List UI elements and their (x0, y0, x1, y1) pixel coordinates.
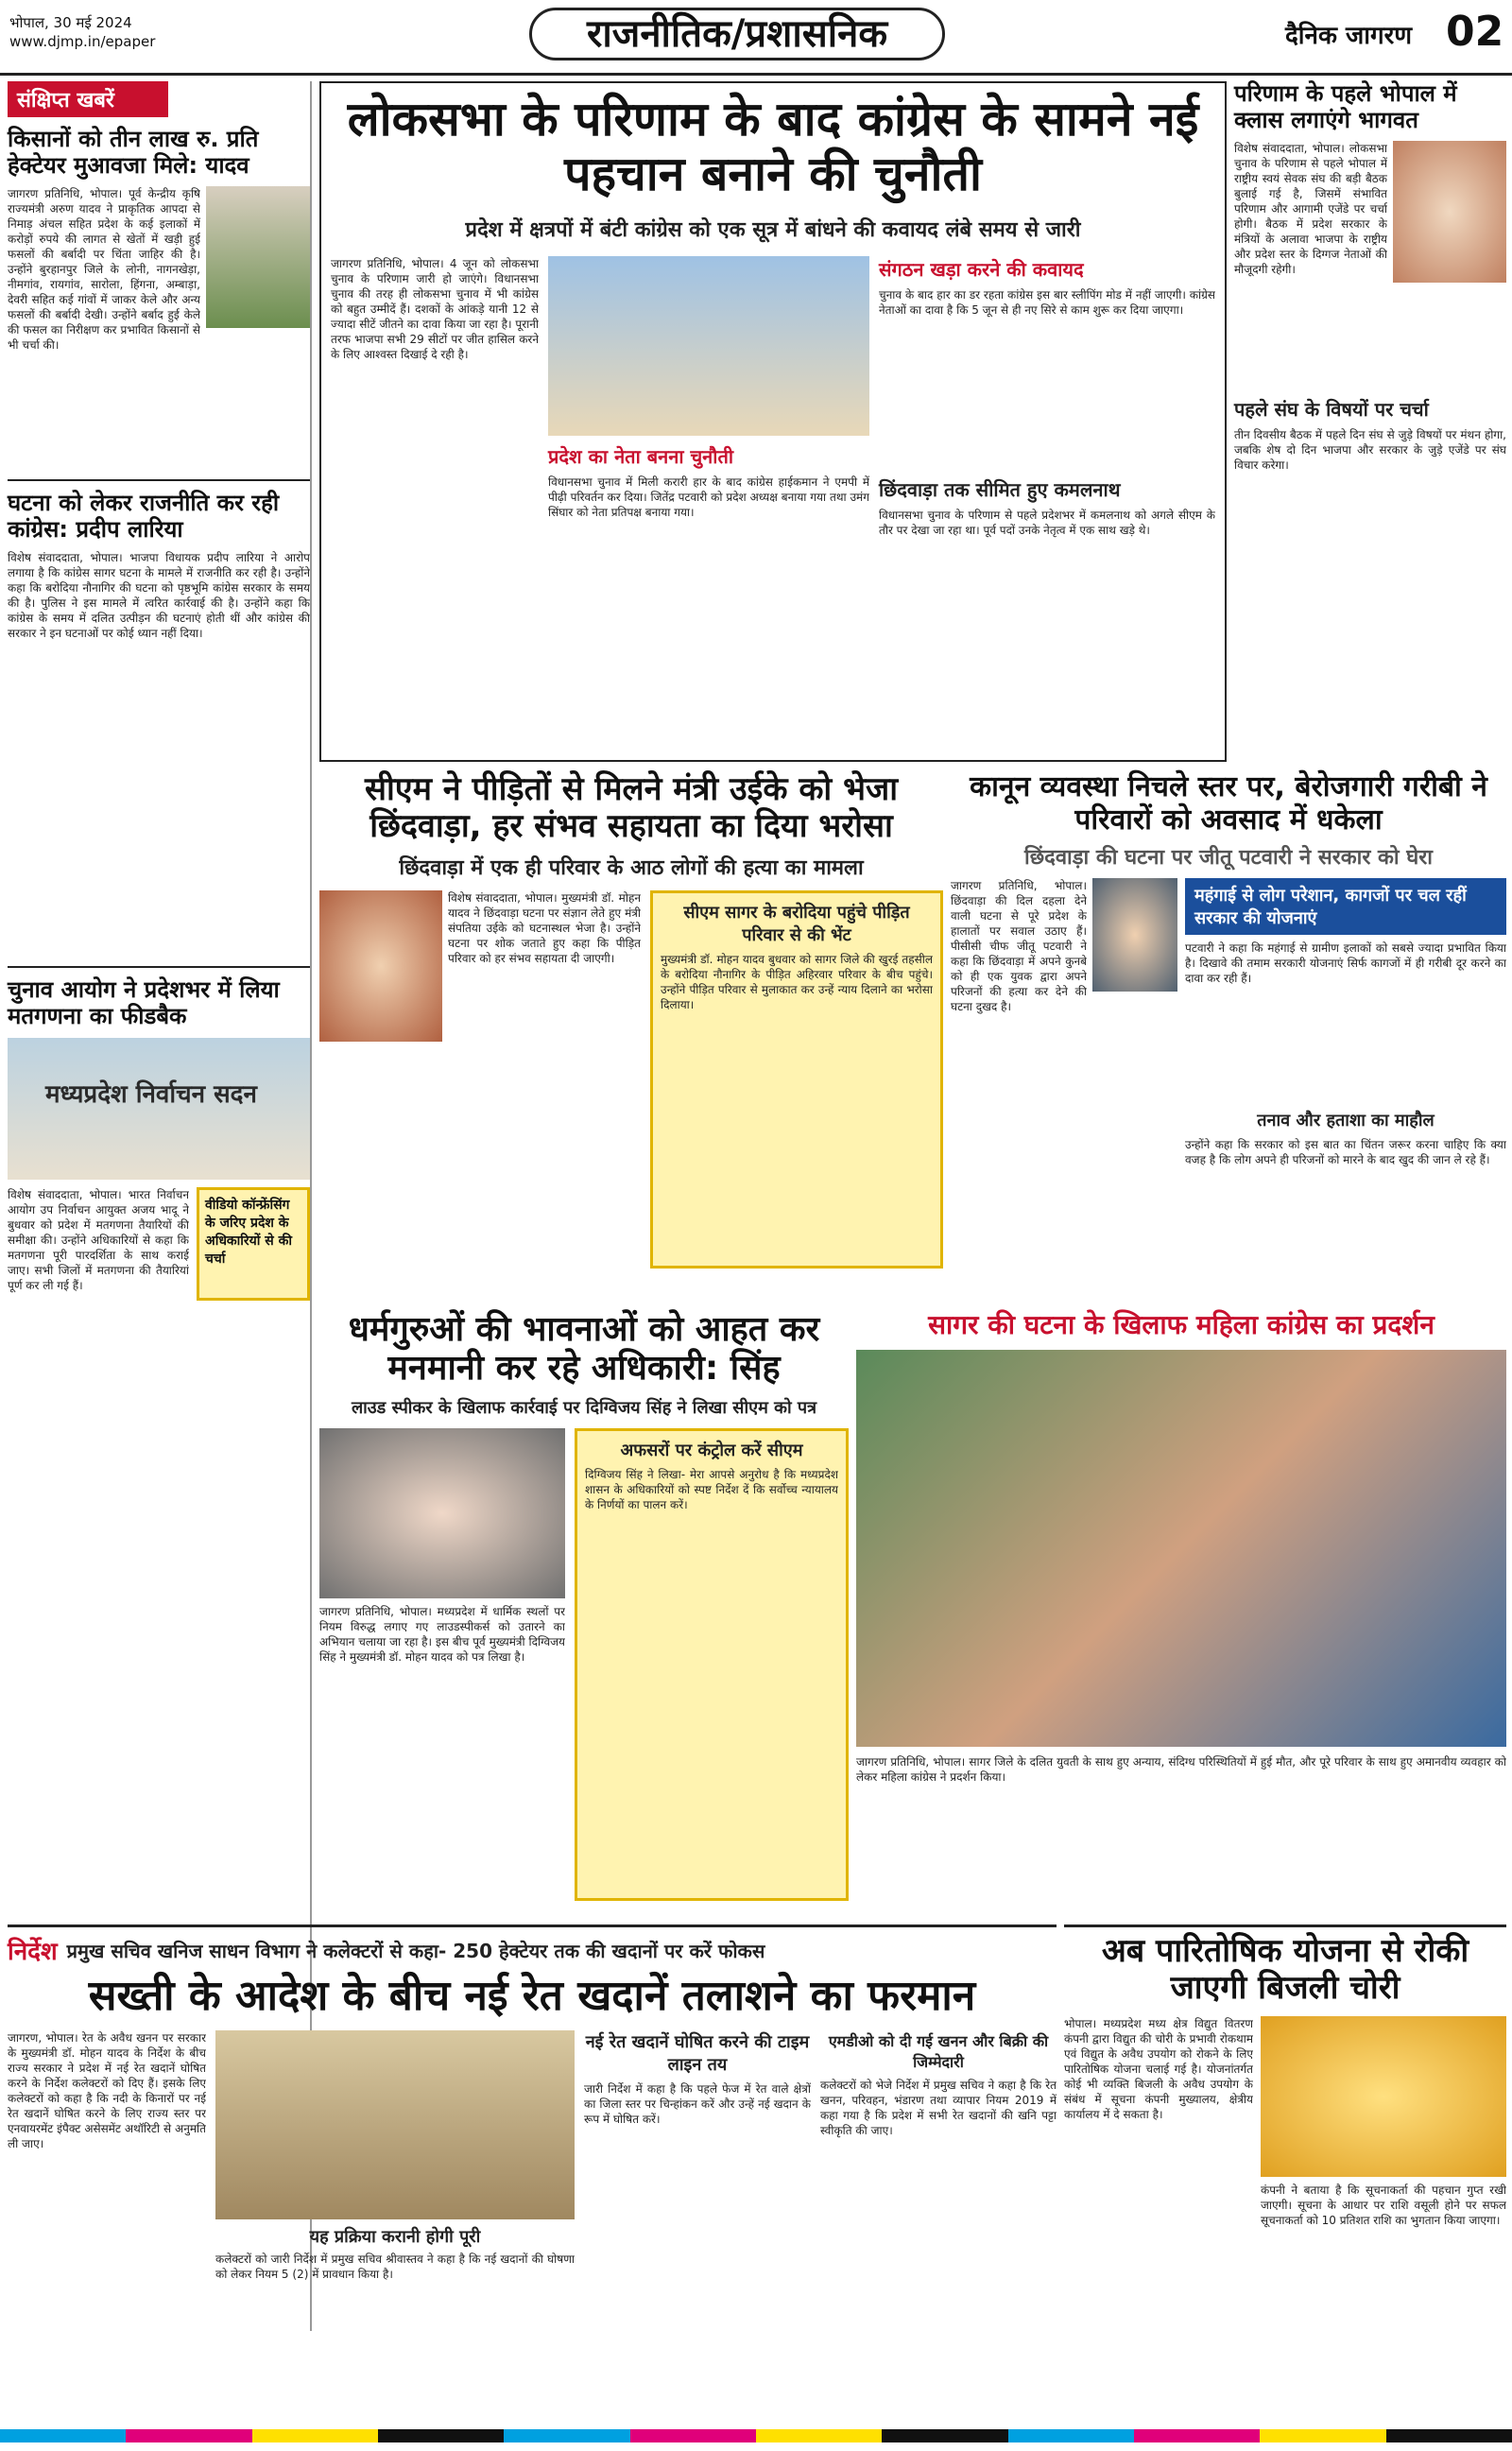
lead-subhead: प्रदेश में क्षत्रपों में बंटी कांग्रेस को एक सूत्र में बांधने की कवायद लंबे समय से जारी (465, 218, 1081, 242)
story3-callout: वीडियो कॉन्फ्रेंसिंग के जरिए प्रदेश के अधिकारियों से की चर्चा (197, 1187, 310, 1301)
congress-office-photo (548, 256, 869, 436)
story2-headline: घटना को लेकर राजनीति कर रही कांग्रेस: प्रदीप लारिया (8, 490, 280, 543)
divider (8, 966, 310, 968)
lead-inset2-body: चुनाव के बाद हार का डर रहता कांग्रेस इस बार स्लीपिंग मोड में नहीं जाएगी। कांग्रेस नेताओं का दावा है कि 5 जून से ही नए सिरे से काम शुरू कर दिया जाएगा। (879, 288, 1215, 317)
electricity-headline: अब पारितोषिक योजना से रोकी जाएगी बिजली चोरी (1101, 1932, 1469, 2008)
jcb-photo (215, 2030, 575, 2219)
cm-inset-title: सीएम सागर के बरोदिया पहुंचे पीड़ित परिवार से की भेंट (683, 903, 910, 946)
patwari-headline: कानून व्यवस्था निचले स्तर पर, बेरोजगारी गरीबी ने परिवारों को अवसाद में धकेला (970, 770, 1487, 837)
electricity-body: भोपाल। मध्यप्रदेश मध्य क्षेत्र विद्युत वितरण कंपनी द्वारा विद्युत की चोरी के प्रभावी रोकथाम एवं विद्युत के अवैध उपयोग को रोकने के लिए पारितोषिक योजना चलाई गई है। योजनांतर्गत कोई भी व्यक्ति बिजली के अवैध उपयोग के संबंध में सूचना कंपनी मुख्यालय, क्षेत्रीय कार्यालय में दे सकता है। (1064, 2017, 1253, 2122)
lead-inset3-body: विधानसभा चुनाव के परिणाम से पहले प्रदेशभर में कमलनाथ को अगले सीएम के तौर पर देखा जा रहा था। पूर्व पदों उनके नेतृत्व में एक साथ खड़े थे। (879, 509, 1215, 537)
sand-label: निर्देश (8, 1938, 58, 1966)
header-date: भोपाल, 30 मई 2024 (9, 14, 132, 31)
sand-inset1-body: जारी निर्देश में कहा है कि पहले फेज में रेत वाले क्षेत्रों का जिला स्तर पर चिन्हांकन करें और उन्हें नई खदान के रूप में घोषित करें। (584, 2081, 811, 2126)
rss-sub-title: पहले संघ के विषयों पर चर्चा (1234, 398, 1429, 422)
loudspeaker-story (319, 1310, 849, 1915)
sand-mining-story (8, 1925, 1057, 2397)
story2-body: विशेष संवाददाता, भोपाल। भाजपा विधायक प्रदीप लारिया ने आरोप लगाया है कि कांग्रेस सागर घटना के मामले में राजनीति कर रही है। उन्होंने कहा कि बरोदिया नौनागिर की घटना को पृष्ठभूमि कांग्रेस सरकार के समय की है। पुलिस ने इस मामले में त्वरित कार्रवाई की है। उन्होंने कहा कि कांग्रेस के समय में दलित उत्पीड़न की घटनाएं होती थीं और कांग्रेस की सरकार ने इन घटनाओं पर कोई ध्यान नहीं दिया। (8, 551, 310, 641)
sand-photo-body: कलेक्टरों को जारी निर्देश में प्रमुख सचिव श्रीवास्तव ने कहा है कि नई खदानों की घोषणा को लेकर नियम 5 (2) में प्रावधान किया है। (215, 2252, 575, 2281)
sand-photo-caption: यह प्रक्रिया करानी होगी पूरी (309, 2226, 481, 2247)
sand-inset2-body: कलेक्टरों को भेजे निर्देश में प्रमुख सचिव ने कहा है कि रेत खनन, परिवहन, भंडारण तथा व्यापार नियम 2019 में कहा गया है कि प्रदेश में सभी रेत खदानों की खनि पट्टा स्वीकृति की जाए। (820, 2078, 1057, 2137)
rss-story (1234, 81, 1506, 762)
loudspeaker-inset (575, 1428, 849, 1901)
patwari-photo (1092, 878, 1177, 992)
lead-headline: लोकसभा के परिणाम के बाद कांग्रेस के सामने नई पहचान बनाने की चुनौती (347, 92, 1199, 201)
newspaper-name: दैनिक जागरण (1285, 22, 1413, 50)
sand-inset2-title: एमडीओ को दी गई खनन और बिक्री की जिम्मेदारी (828, 2031, 1049, 2071)
rss-body: विशेष संवाददाता, भोपाल। लोकसभा चुनाव के परिणाम से पहले भोपाल में राष्ट्रीय स्वयं सेवक संघ की बड़ी बैठक बुलाई गई है, जिसमें संभावित परिणाम और आगामी एजेंडे पर चर्चा होगी। बैठक में प्रदेश सरकार के मंत्रियों के अलावा भाजपा के राष्ट्रीय और प्रदेश स्तर के दिग्गज नेताओं की मौजूदगी रहेगी। (1234, 142, 1387, 277)
sand-headline: सख्ती के आदेश के बीच नई रेत खदानें तलाशने का फरमान (88, 1972, 976, 2020)
patwari-body: जागरण प्रतिनिधि, भोपाल। छिंदवाड़ा की दिल दहला देने वाली घटना से पूरे प्रदेश के हालातों पर सवाल उठाए हैं। पीसीसी चीफ जीतू पटवारी ने कहा कि छिंदवाड़ा में अपने कुनबे को ही एक युवक द्वारा अपने परिजनों की हत्या कर देने की घटना दुखद है। (951, 879, 1087, 1013)
lead-inset1-body: विधानसभा चुनाव में मिली करारी हार के बाद कांग्रेस हाईकमान ने एमपी में पीढ़ी परिवर्तन कर दिया। जितेंद्र पटवारी को प्रदेश अध्यक्ष बनाया गया तथा उमंग सिंघार को नेता प्रतिपक्ष बनाया गया। (548, 475, 869, 519)
digvijaya-photo (319, 1428, 565, 1598)
protest-photo (856, 1350, 1506, 1747)
story3-body: विशेष संवाददाता, भोपाल। भारत निर्वाचन आयोग उप निर्वाचन आयुक्त अजय भादू ने बुधवार को प्रदेश में मतगणना तैयारियों की समीक्षा की। उन्होंने अधिकारियों से कहा कि मतगणना पूरी पारदर्शिता के साथ कराई जाए। सभी जिलों में मतगणना की तैयारियां पूर्ण कर ली गई हैं। (8, 1187, 189, 1292)
cm-story (319, 771, 943, 1301)
patwari-story (951, 771, 1506, 1301)
rss-sub-body: तीन दिवसीय बैठक में पहले दिन संघ से जुड़े विषयों पर मंथन होगा, जबकि शेष दो दिन भाजपा और सरकार के जुड़े एजेंडे पर संघ विचार करेगा। (1234, 428, 1506, 473)
cm-inset (650, 890, 943, 1269)
sagar-headline: सागर की घटना के खिलाफ महिला कांग्रेस का प्रदर्शन (928, 1309, 1435, 1340)
page-header (0, 0, 1512, 76)
patwari-box-title: महंगाई से लोग परेशान, कागजों पर चल रहीं सरकार की योजनाएं (1185, 878, 1506, 935)
cm-photo (319, 890, 442, 1042)
section-label-briefs: संक्षिप्त खबरें (8, 81, 168, 117)
patwari-subhead: छिंदवाड़ा की घटना पर जीतू पटवारी ने सरकार को घेरा (1024, 846, 1433, 870)
bhagwat-photo (1393, 141, 1506, 283)
cm-body: विशेष संवाददाता, भोपाल। मुख्यमंत्री डॉ. मोहन यादव ने छिंदवाड़ा घटना पर संज्ञान लेते हुए मंत्री संपतिया उईके को घटनास्थल भेजा है। उन्होंने घटना पर शोक जताते हुए कहा कि पीड़ित परिवार को हर संभव सहायता दी जाएगी। (448, 891, 641, 966)
cm-inset-body: मुख्यमंत्री डॉ. मोहन यादव बुधवार को सागर जिले की खुरई तहसील के बरोदिया नौनागिर के पीड़ित अहिरवार परिवार के बीच पहुंचे। उन्होंने पीड़ित परिवार से मुलाकात कर उन्हें न्याय दिलाने का भरोसा दिलाया। (661, 953, 933, 1012)
election-building-photo (8, 1038, 310, 1180)
lead-body: जागरण प्रतिनिधि, भोपाल। 4 जून को लोकसभा चुनाव के परिणाम जारी हो जाएंगे। विधानसभा चुनाव की तरह ही लोकसभा चुनाव में भी कांग्रेस को बहुत उम्मीदें हैं। दशकों के आंकड़े यानी 12 से ज्यादा सीटें जीतने का दावा किया जा रहा है। पूरानी तरफ भाजपा सभी 29 सीटों पर जीत हासिल करने के लिए आश्वस्त दिखाई दे रही है। (331, 257, 539, 361)
header-url[interactable]: www.djmp.in/epaper (9, 33, 156, 50)
lead-story (319, 81, 1227, 762)
electricity-body2: कंपनी ने बताया है कि सूचनाकर्ता की पहचान गुप्त रखी जाएगी। सूचना के आधार पर राशि वसूली होने पर सफल सूचनाकर्ता को 10 प्रतिशत राशि का भुगतान किया जाएगा। (1261, 2183, 1506, 2228)
loudspeaker-inset-title: अफसरों पर कंट्रोल करें सीएम (620, 1440, 803, 1460)
rss-headline: परिणाम के पहले भोपाल में क्लास लगाएंगे भागवत (1234, 80, 1457, 133)
cm-headline: सीएम ने पीड़ितों से मिलने मंत्री उईके को भेजा छिंदवाड़ा, हर संभव सहायता का दिया भरोसा (364, 770, 899, 846)
story1-body: जागरण प्रतिनिधि, भोपाल। पूर्व केन्द्रीय कृषि राज्यमंत्री अरुण यादव ने प्राकृतिक आपदा से निमाड़ अंचल सहित प्रदेश के कई इलाकों में करोड़ों रुपये की लागत से खेतों में खड़ी हुई फसलों की बर्बादी पर चिंता जाहिर की है। उन्होंने बुरहानपुर जिले के लोनी, नागनखेड़ा, नीमगांव, रायगांव, सारोला, हिंगना, अम्बाड़ा, देवरी सहित कई गांवों में जाकर केले और अन्य फसलों की बर्बादी देखी। उन्होंने बर्बाद हुई केले की फसल का निरीक्षण कर प्रभावित किसानों से भी चर्चा की। (8, 187, 200, 353)
loudspeaker-subhead: लाउड स्पीकर के खिलाफ कार्रवाई पर दिग्विजय सिंह ने लिखा सीएम को पत्र (351, 1397, 817, 1418)
header-dateline (9, 13, 155, 51)
lead-inset1-title: प्रदेश का नेता बनना चुनौती (548, 445, 734, 468)
lead-inset3-title: छिंदवाड़ा तक सीमित हुए कमलनाथ (879, 478, 1121, 501)
lead-inset2-title: संगठन खड़ा करने की कवायद (879, 258, 1084, 281)
story1-photo (206, 186, 310, 328)
patwari-sub2-body: उन्होंने कहा कि सरकार को इस बात का चिंतन जरूर करना चाहिए कि क्या वजह है कि लोग अपने ही परिजनों को मारने के बाद खुद की जान ले रहे हैं। (1185, 1138, 1506, 1166)
page-number: 02 (1446, 8, 1504, 56)
electricity-story (1064, 1925, 1506, 2397)
print-color-bar (0, 2429, 1512, 2442)
loudspeaker-headline: धर्मगुरुओं की भावनाओं को आहत कर मनमानी कर रहे अधिकारी: सिंह (348, 1310, 820, 1389)
page-category: राजनीतिक/प्रशासनिक (529, 8, 945, 60)
sagar-protest-story (856, 1310, 1506, 1915)
loudspeaker-body: जागरण प्रतिनिधि, भोपाल। मध्यप्रदेश में धार्मिक स्थलों पर नियम विरुद्ध लगाए गए लाउडस्पीकर्स को उतारने का अभियान चलाया जा रहा है। इस बीच पूर्व मुख्यमंत्री दिग्विजय सिंह ने मुख्यमंत्री डॉ. मोहन यादव को पत्र लिखा है। (319, 1604, 565, 1664)
divider (8, 479, 310, 481)
photo-sign-text: मध्यप्रदेश निर्वाचन सदन (45, 1079, 257, 1109)
bulb-photo (1261, 2016, 1506, 2177)
patwari-box-body: पटवारी ने कहा कि महंगाई से ग्रामीण इलाकों को सबसे ज्यादा प्रभावित किया है। दिखावे की तमाम सरकारी योजनाएं सिर्फ कागजों में ही गरीबी दूर करने का दावा कर रही हैं। (1185, 941, 1506, 985)
cm-subhead: छिंदवाड़ा में एक ही परिवार के आठ लोगों की हत्या का मामला (399, 856, 864, 881)
sand-kicker: प्रमुख सचिव खनिज साधन विभाग ने कलेक्टरों से कहा- 250 हेक्टेयर तक की खदानों पर करें फोकस (66, 1939, 765, 1962)
story3-headline: चुनाव आयोग ने प्रदेशभर में लिया मतगणना का फीडबैक (8, 976, 280, 1029)
patwari-sub2-title: तनाव और हताशा का माहौल (1257, 1111, 1435, 1131)
loudspeaker-inset-body: दिग्विजय सिंह ने लिखा- मेरा आपसे अनुरोध है कि मध्यप्रदेश शासन के अधिकारियों को स्पष्ट निर्देश दें कि सर्वोच्च न्यायालय के निर्णयों का पालन करें। (585, 1467, 838, 1511)
story1-headline: किसानों को तीन लाख रु. प्रति हेक्टेयर मुआवजा मिले: यादव (8, 126, 259, 179)
sagar-body: जागरण प्रतिनिधि, भोपाल। सागर जिले के दलित युवती के साथ हुए अन्याय, संदिग्ध परिस्थितियों में हुई मौत, और पूरे परिवार के साथ हुए अमानवीय व्यवहार को लेकर महिला कांग्रेस ने प्रदर्शन किया। (856, 1755, 1506, 1785)
sand-body: जागरण, भोपाल। रेत के अवैध खनन पर सरकार के मुख्यमंत्री डॉ. मोहन यादव के निर्देश के बीच राज्य सरकार ने प्रदेश में नई रेत खदानें घोषित करने के निर्देश कलेक्टरों को दिए हैं। इसके लिए कलेक्टरों को कहा है कि नदी के किनारों पर नई रेत खदानें घोषित करने के लिए राज्य स्तर पर एनवायरमेंट इंपैक्ट असेसमेंट अथॉरिटी से अनुमति ली जाए। (8, 2030, 206, 2150)
sand-inset1-title: नई रेत खदानें घोषित करने की टाइम लाइन तय (585, 2031, 810, 2075)
